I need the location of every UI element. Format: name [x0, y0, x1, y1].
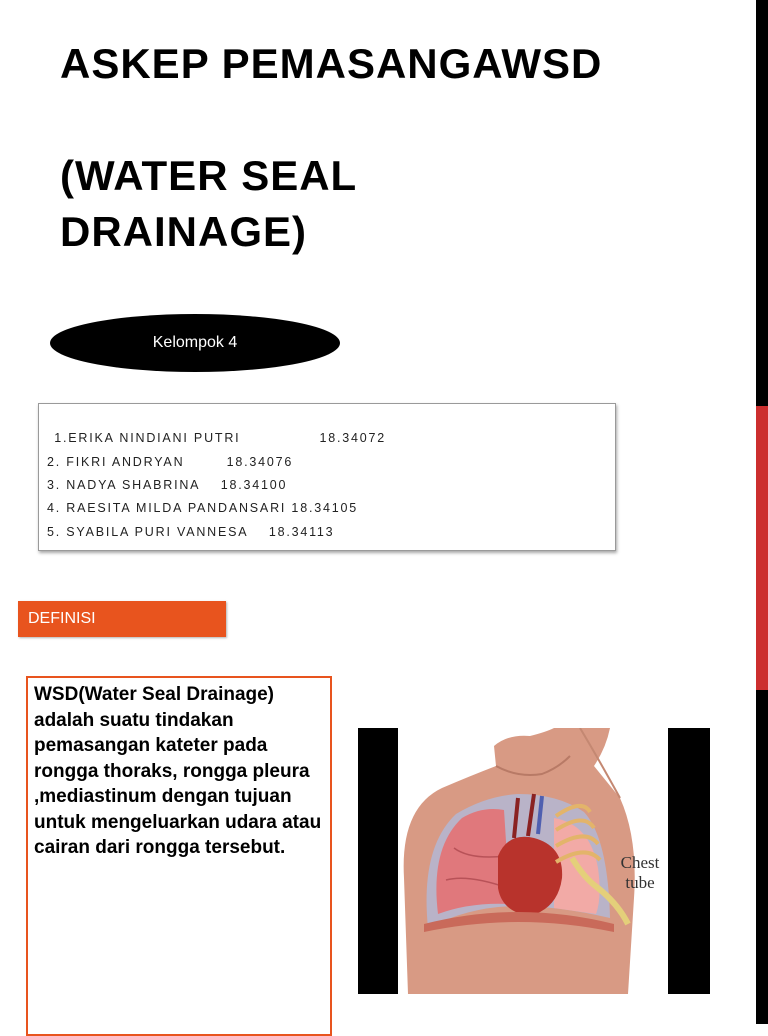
chest-tube-illustration — [358, 728, 710, 994]
member-item: 4. RAESITA MILDA PANDANSARI 18.34105 — [47, 501, 358, 515]
group-badge — [50, 314, 340, 372]
side-bar-accent — [756, 406, 768, 690]
definition-text: WSD(Water Seal Drainage) adalah suatu tindakan pemasangan kateter pada rongga thoraks, rongga pleura ,mediastinum dengan tujuan untuk mengeluarkan udara atau cairan dari rongga tersebut. — [34, 684, 322, 858]
figure-label-line2: tube — [625, 873, 655, 892]
side-bar-top — [756, 0, 768, 406]
figure-label-line1: Chest — [620, 853, 660, 872]
members-box — [38, 403, 616, 551]
section-label-definisi: DEFINISI — [18, 601, 226, 637]
member-item: 1.ERIKA NINDIANI PUTRI 18.34072 — [49, 431, 387, 445]
side-bar-bottom — [756, 690, 768, 1024]
member-item: 3. NADYA SHABRINA 18.34100 — [47, 478, 288, 492]
slide-title-line2: (WATER SEAL — [60, 152, 358, 199]
slide-title-line3: DRAINAGE) — [60, 208, 307, 255]
member-item: 2. FIKRI ANDRYAN 18.34076 — [47, 455, 294, 469]
member-item: 5. SYABILA PURI VANNESA 18.34113 — [47, 525, 335, 539]
slide-title-line1: ASKEP PEMASANGAWSD — [60, 40, 603, 87]
definition-box — [26, 676, 332, 1036]
group-label: Kelompok 4 — [152, 334, 238, 351]
